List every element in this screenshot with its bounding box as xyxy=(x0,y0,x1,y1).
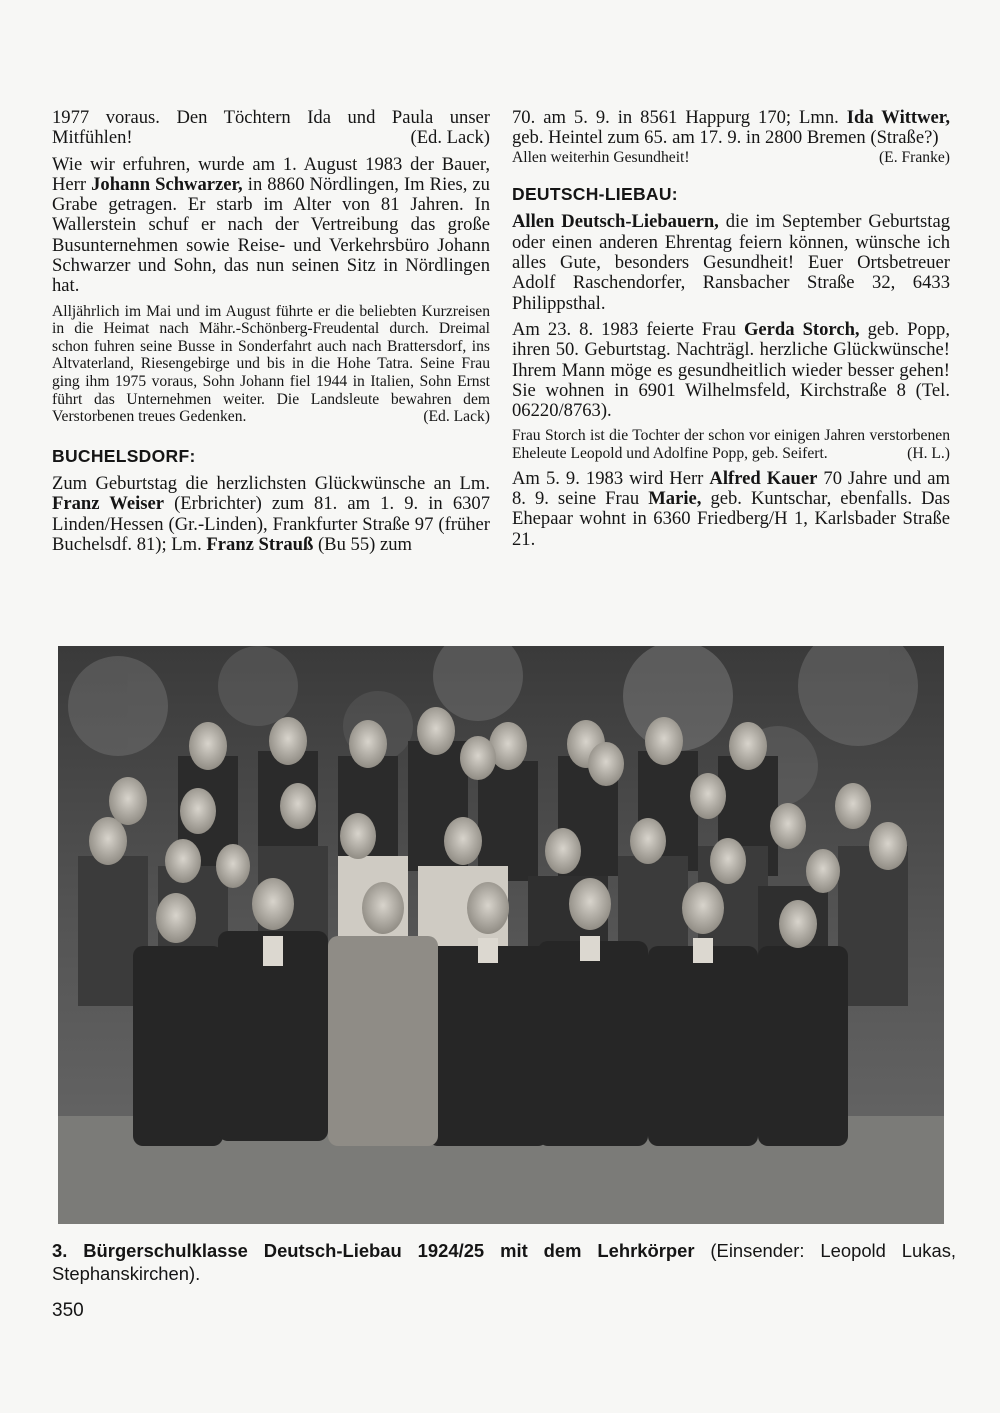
group-photo-image xyxy=(58,646,944,1224)
left-p2-c: in 8860 Nördlingen, Im Ries, zu Grabe getragen. Er starb im Alter von 81 Jahren. In Wallerstein schuf er nach der Vertreibung das große Busunternehmen sowie Reise- und Verkehrsbüro Johann Schwarzer und Sohn, das nun seinen Sitz in Nördlingen hat. xyxy=(52,173,490,297)
left-paragraph-4 xyxy=(52,474,490,555)
right-p2-signature: (E. Franke) xyxy=(878,148,950,166)
name-franz-weiser: Franz Weiser xyxy=(52,493,164,515)
right-paragraph-1 xyxy=(512,108,950,149)
caption-bold: 3. Bürgerschulklasse Deutsch-Liebau 1924/25 mit dem Lehrkörper xyxy=(52,1240,695,1261)
name-johann-schwarzer: Johann Schwarzer, xyxy=(91,173,243,195)
right-paragraph-5 xyxy=(512,427,950,462)
page-number: 350 xyxy=(52,1300,84,1321)
right-p1-c: geb. Heintel zum 65. am 17. 9. in 2800 Bremen (Straße?) xyxy=(512,127,939,149)
heading-deutsch-liebau: DEUTSCH-LIEBAU: xyxy=(512,184,678,205)
left-p4-a: Zum Geburtstag die herzlichsten Glückwünsche an Lm. xyxy=(52,473,490,495)
photo-caption xyxy=(52,1240,956,1285)
name-deutsch-liebauern: Allen Deutsch-Liebauern, xyxy=(512,211,719,233)
name-gerda-storch: Gerda Storch, xyxy=(743,318,860,340)
right-p4-c: geb. Popp, ihren 50. Geburtstag. Nachträgl. herzliche Glückwünsche! Ihrem Mann möge es gesundheitlich wieder besser gehen! Sie wohnen in 6901 Wilhelmsfeld, Kirchstraße 8 (Tel. 06220/8763). xyxy=(512,318,950,422)
left-p1-text: 1977 voraus. Den Töchtern Ida und Paula unser Mitfühlen! xyxy=(52,107,490,149)
left-p3-text: Alljährlich im Mai und im August führte er die beliebten Kurzreisen in die Heimat nach Mähr.-Schönberg-Freudental durch. Dreimal schon fuhren seine Busse in Sonderfahrt auch nach Brattersdorf, ins Altvaterland, Riesengebirge und bis in die Hohe Tatra. Seine Frau ging ihm 1975 voraus, Sohn Johann fiel 1944 in Italien, Sohn Ernst führt das Unternehmen weiter. Die Landsleute bewahren dem Verstorbenen treues Gedenken. xyxy=(52,302,490,426)
left-paragraph-2 xyxy=(52,155,490,297)
left-p3-signature: (Ed. Lack) xyxy=(423,408,490,426)
left-p4-e: (Bu 55) zum xyxy=(313,534,412,556)
caption-rest: (Einsender: Leopold Lukas, Stephanskirchen). xyxy=(52,1240,956,1284)
right-paragraph-2 xyxy=(512,149,950,167)
group-photo xyxy=(58,646,944,1224)
left-p4-c: (Erbrichter) zum 81. am 1. 9. in 6307 Linden/Hessen (Gr.-Linden), Frankfurter Straße 97 (früher Buchelsdf. 81); Lm. xyxy=(52,493,491,556)
heading-buchelsdorf: BUCHELSDORF: xyxy=(52,445,196,466)
right-paragraph-6 xyxy=(512,469,950,550)
right-p3-b: die im September Geburtstag oder einen anderen Ehrentag feiern können, wünsche ich alles Gute, besonders Gesundheit! Euer Ortsbetreuer Adolf Raschendorfer, Ransbacher Straße 32, 6433 Philippsthal. xyxy=(512,211,951,314)
right-column xyxy=(512,108,950,550)
left-paragraph-3 xyxy=(52,303,490,426)
name-alfred-kauer: Alfred Kauer xyxy=(709,467,818,489)
right-p2-text: Allen weiterhin Gesundheit! xyxy=(512,148,690,166)
name-franz-strauss: Franz Strauß xyxy=(206,534,314,556)
right-p6-e: geb. Kuntschar, ebenfalls. Das Ehepaar wohnt in 6360 Friedberg/H 1, Karlsbader Straße 21. xyxy=(512,487,950,550)
left-p2-a: Wie wir erfuhren, wurde am 1. August 1983 der Bauer, Herr xyxy=(52,153,490,195)
name-marie: Marie, xyxy=(648,487,702,509)
right-p6-c: 70 Jahre und am 8. 9. seine Frau xyxy=(512,467,950,509)
right-p5-text: Frau Storch ist die Tochter der schon vor einigen Jahren verstorbenen Eheleute Leopold und Adolfine Popp, geb. Seifert. xyxy=(512,427,950,463)
left-column xyxy=(52,108,490,555)
right-p1-a: 70. am 5. 9. in 8561 Happurg 170; Lmn. xyxy=(512,107,847,128)
right-p6-a: Am 5. 9. 1983 wird Herr xyxy=(512,467,710,489)
right-paragraph-4 xyxy=(512,320,950,421)
left-p1-signature: (Ed. Lack) xyxy=(410,127,490,149)
right-p5-signature: (H. L.) xyxy=(907,445,950,463)
right-p4-a: Am 23. 8. 1983 feierte Frau xyxy=(512,318,744,340)
right-paragraph-3 xyxy=(512,212,950,313)
name-ida-wittwer: Ida Wittwer, xyxy=(846,107,950,128)
